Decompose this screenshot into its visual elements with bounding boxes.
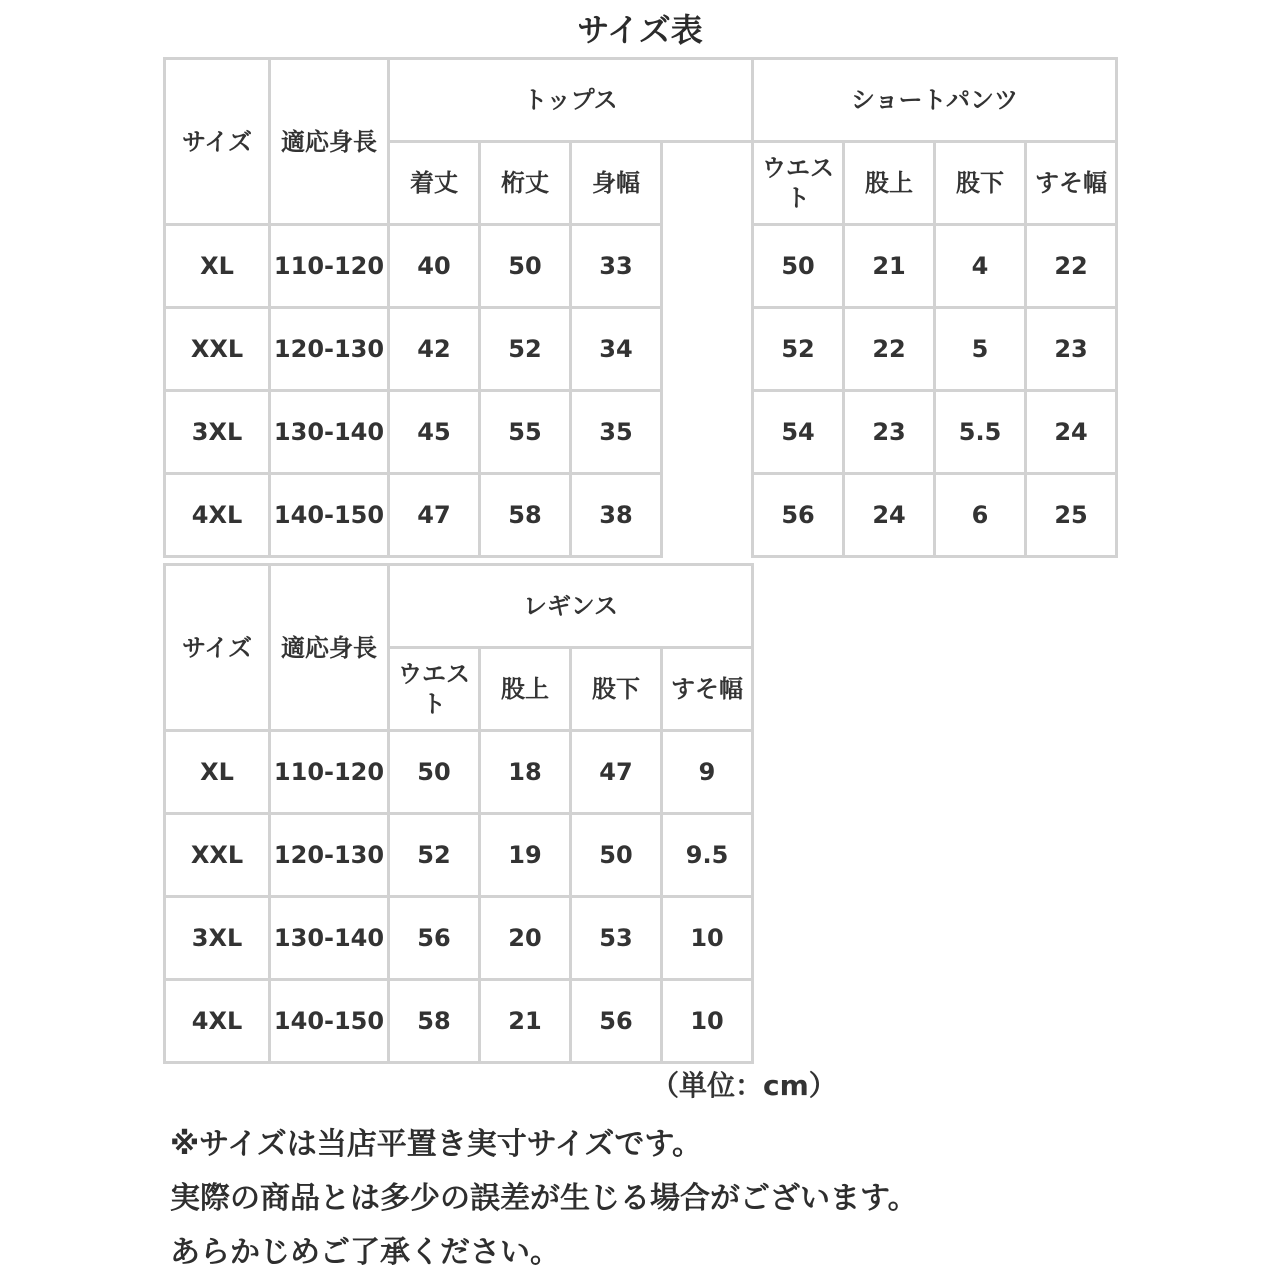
header-shorts-hem: すそ幅 (1026, 142, 1117, 225)
cell-height: 140-150 (270, 980, 389, 1063)
cell-height: 130-140 (270, 391, 389, 474)
table-row (165, 308, 1117, 391)
cell-value: 52 (480, 308, 571, 391)
cell-size: 4XL (165, 474, 270, 557)
page-title: サイズ表 (577, 11, 703, 49)
header-leggings-waist-label: ウエスト (398, 660, 470, 718)
note-line: あらかじめご了承ください。 (170, 1235, 560, 1270)
cell-value: 47 (571, 731, 662, 814)
cell-size: 3XL (165, 897, 270, 980)
cell-value: 21 (844, 225, 935, 308)
cell-value: 24 (1026, 391, 1117, 474)
header-shorts-waist (753, 142, 844, 225)
cell-size: XL (165, 225, 270, 308)
cell-value: 23 (1026, 308, 1117, 391)
cell-value: 9.5 (662, 814, 753, 897)
cell-value: 52 (753, 308, 844, 391)
cell-value: 9 (662, 731, 753, 814)
header-tops-length: 着丈 (389, 142, 480, 225)
header-shorts-inseam: 股下 (935, 142, 1026, 225)
cell-gap (662, 391, 753, 474)
cell-size: XXL (165, 814, 270, 897)
cell-value: 42 (389, 308, 480, 391)
unit-label: （単位：cm） (651, 1069, 837, 1102)
cell-height: 110-120 (270, 731, 389, 814)
note-line: 実際の商品とは多少の誤差が生じる場合がございます。 (170, 1181, 918, 1216)
cell-value: 25 (1026, 474, 1117, 557)
cell-size: XL (165, 731, 270, 814)
cell-value: 35 (571, 391, 662, 474)
cell-height: 130-140 (270, 897, 389, 980)
cell-value: 34 (571, 308, 662, 391)
header-leggings-hem: すそ幅 (662, 648, 753, 731)
cell-size: XXL (165, 308, 270, 391)
cell-size: 4XL (165, 980, 270, 1063)
cell-value: 56 (389, 897, 480, 980)
cell-value: 38 (571, 474, 662, 557)
cell-value: 53 (571, 897, 662, 980)
table-row (165, 897, 753, 980)
group-header-shorts: ショートパンツ (753, 59, 1117, 142)
cell-value: 4 (935, 225, 1026, 308)
cell-value: 19 (480, 814, 571, 897)
table-row (165, 814, 753, 897)
cell-value: 10 (662, 897, 753, 980)
cell-value: 18 (480, 731, 571, 814)
table-row (165, 980, 753, 1063)
cell-value: 45 (389, 391, 480, 474)
header-height: 適応身長 (270, 59, 389, 225)
cell-value: 5.5 (935, 391, 1026, 474)
cell-height: 110-120 (270, 225, 389, 308)
note-line: ※サイズは当店平置き実寸サイズです。 (170, 1127, 702, 1162)
table-row (165, 225, 1117, 308)
cell-value: 20 (480, 897, 571, 980)
header-shorts-waist-label: ウエスト (762, 154, 835, 212)
cell-value: 33 (571, 225, 662, 308)
table-row (165, 731, 753, 814)
cell-value: 22 (1026, 225, 1117, 308)
cell-height: 120-130 (270, 308, 389, 391)
notes (170, 1118, 1170, 1280)
cell-gap (662, 308, 753, 391)
cell-value: 58 (389, 980, 480, 1063)
cell-value: 50 (753, 225, 844, 308)
cell-value: 24 (844, 474, 935, 557)
group-header-tops: トップス (389, 59, 753, 142)
cell-value: 10 (662, 980, 753, 1063)
header-leggings-inseam: 股下 (571, 648, 662, 731)
cell-value: 22 (844, 308, 935, 391)
cell-value: 50 (480, 225, 571, 308)
cell-value: 54 (753, 391, 844, 474)
cell-value: 6 (935, 474, 1026, 557)
cell-value: 5 (935, 308, 1026, 391)
cell-size: 3XL (165, 391, 270, 474)
cell-value: 23 (844, 391, 935, 474)
table-row (165, 474, 1117, 557)
header-leggings-rise: 股上 (480, 648, 571, 731)
cell-gap (662, 225, 753, 308)
cell-height: 140-150 (270, 474, 389, 557)
cell-value: 55 (480, 391, 571, 474)
header-gap (662, 142, 753, 225)
header-leggings-waist (389, 648, 480, 731)
table-row (165, 391, 1117, 474)
cell-value: 52 (389, 814, 480, 897)
header-height: 適応身長 (270, 565, 389, 731)
cell-value: 47 (389, 474, 480, 557)
header-tops-sleeve: 桁丈 (480, 142, 571, 225)
cell-value: 50 (571, 814, 662, 897)
cell-gap (662, 474, 753, 557)
cell-value: 58 (480, 474, 571, 557)
size-table-leggings (163, 563, 754, 1064)
header-size: サイズ (165, 565, 270, 731)
header-shorts-rise: 股上 (844, 142, 935, 225)
size-table-tops-shorts (163, 57, 1118, 558)
cell-value: 50 (389, 731, 480, 814)
cell-value: 56 (753, 474, 844, 557)
header-tops-width: 身幅 (571, 142, 662, 225)
cell-value: 21 (480, 980, 571, 1063)
cell-value: 56 (571, 980, 662, 1063)
cell-value: 40 (389, 225, 480, 308)
header-size: サイズ (165, 59, 270, 225)
group-header-leggings: レギンス (389, 565, 753, 648)
cell-height: 120-130 (270, 814, 389, 897)
